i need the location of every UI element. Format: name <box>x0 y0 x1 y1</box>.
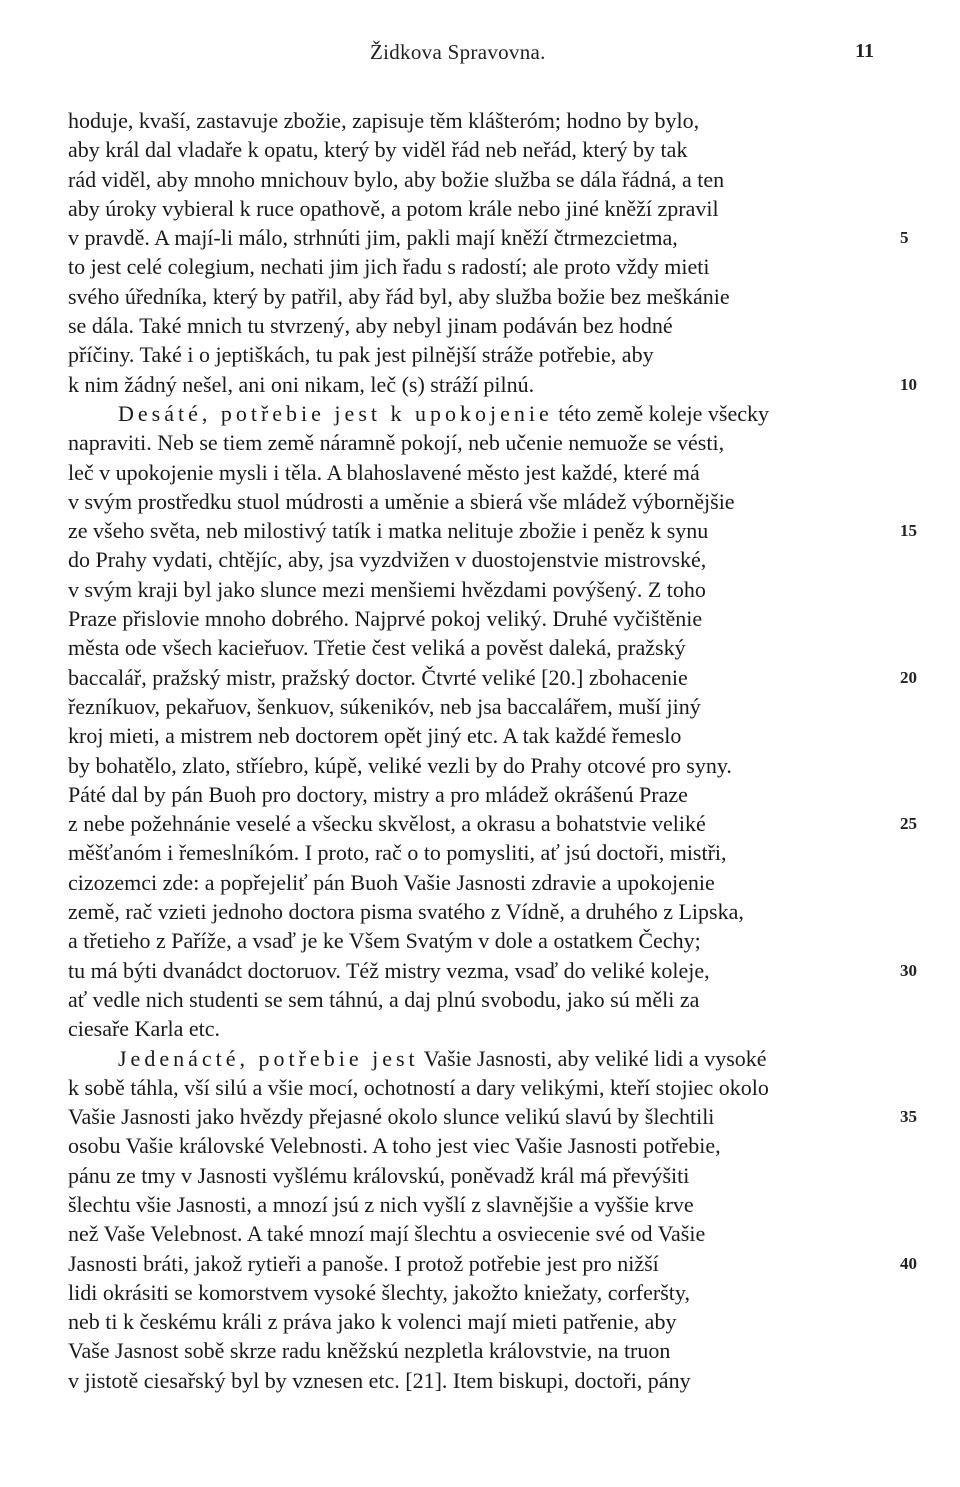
text-line <box>0 956 960 985</box>
line-body-text: Jasnosti bráti, jakož rytieři a panoše. I protož potřebie jest pro nižší <box>68 1250 659 1276</box>
line-text <box>68 1131 721 1160</box>
line-body-text: řezníkuov, pekařuov, šenkuov, súkenikóv, neb jsa baccalářem, muší jiný <box>68 693 701 719</box>
line-body-text: hoduje, kvaší, zastavuje zbožie, zapisuje těm klášteróm; hodno by bylo, <box>68 108 700 133</box>
text-line <box>0 633 960 662</box>
line-text <box>68 1073 769 1102</box>
text-line <box>0 692 960 721</box>
line-text <box>68 252 709 281</box>
line-body-text: by bohatělo, zlato, stříebro, kúpě, veliké vezli by do Prahy otcové pro syny. <box>68 752 732 778</box>
line-text <box>68 868 715 897</box>
spaced-heading-text: Desáté, potřebie jest k upokojenie <box>118 400 553 426</box>
body-text <box>0 106 960 1395</box>
text-line <box>0 370 960 399</box>
line-body-text: napraviti. Neb se tiem země náramně pokojí, neb učenie nemuože se vésti, <box>68 430 725 456</box>
line-body-text: a třetieho z Paříže, a vsaď je ke Všem Svatým v dole a ostatkem Čechy; <box>68 928 701 954</box>
line-body-text: než Vaše Velebnost. A také mnozí mají šlechtu a osviecenie své od Vašie <box>68 1221 706 1247</box>
text-line <box>0 106 960 135</box>
line-text <box>68 545 706 574</box>
text-line <box>0 223 960 252</box>
line-text <box>68 985 699 1014</box>
line-body-text: Vašie Jasnosti, aby veliké lidi a vysoké <box>418 1045 767 1071</box>
line-text <box>68 1366 691 1395</box>
line-text <box>68 1249 659 1278</box>
text-line <box>0 604 960 633</box>
text-line <box>0 1073 960 1102</box>
line-number: 30 <box>900 960 917 980</box>
line-number: 25 <box>900 814 917 834</box>
line-number: 15 <box>900 521 917 541</box>
line-text <box>68 165 724 194</box>
text-line <box>0 897 960 926</box>
text-line <box>0 751 960 780</box>
line-number: 5 <box>900 228 909 248</box>
line-body-text: měšťanóm i řemeslníkóm. I proto, rač o to pomysliti, ať jsú doctoři, mistři, <box>68 840 727 866</box>
line-body-text: v svým kraji byl jako slunce mezi menšiemi hvězdami povýšený. Z toho <box>68 576 706 602</box>
text-line <box>0 575 960 604</box>
text-line <box>0 1102 960 1131</box>
line-body-text: Páté dal by pán Buoh pro doctory, mistry a pro mládež okrášenú Praze <box>68 781 688 807</box>
text-line <box>0 1161 960 1190</box>
line-text <box>68 223 678 252</box>
line-text <box>68 1336 670 1365</box>
line-text <box>68 780 688 809</box>
line-body-text: aby úroky vybieral k ruce opathově, a potom krále nebo jiné kněží zpravil <box>68 195 719 221</box>
text-line <box>0 1044 960 1073</box>
line-body-text: osobu Vašie královské Velebnosti. A toho jest viec Vašie Jasnosti potřebie, <box>68 1133 721 1159</box>
text-line <box>0 838 960 867</box>
line-body-text: v jistotě ciesařský byl by vznesen etc. [21]. Item biskupi, doctoři, pány <box>68 1367 691 1393</box>
line-body-text: ciesaře Karla etc. <box>68 1016 221 1042</box>
line-body-text: rád viděl, aby mnoho mnichouv bylo, aby božie služba se dála řádná, a ten <box>68 166 725 192</box>
line-body-text: baccalář, pražský mistr, pražský doctor. Čtvrté veliké [20.] zbohacenie <box>68 664 688 690</box>
line-text <box>68 282 730 311</box>
line-text <box>68 838 727 867</box>
line-text <box>68 721 681 750</box>
line-text <box>68 956 710 985</box>
text-line <box>0 985 960 1014</box>
text-line <box>0 399 960 428</box>
line-text <box>68 809 706 838</box>
line-text <box>118 1044 767 1073</box>
line-body-text: se dála. Také mnich tu stvrzený, aby nebyl jinam podáván bez hodné <box>68 313 673 339</box>
text-line <box>0 545 960 574</box>
line-text <box>68 1102 714 1131</box>
text-line <box>0 1249 960 1278</box>
text-line <box>0 135 960 164</box>
line-body-text: k sobě táhla, vší silú a všie mocí, ochotností a dary velikými, kteří stojiec okolo <box>68 1074 769 1100</box>
text-line <box>0 1014 960 1043</box>
line-body-text: kroj mieti, a mistrem neb doctorem opět jiný etc. A tak každé řemeslo <box>68 723 682 749</box>
line-body-text: této země koleje všecky <box>552 400 769 426</box>
line-body-text: v pravdě. A mají-li málo, strhnúti jim, pakli mají kněží čtrmezcietma, <box>68 225 678 251</box>
line-body-text: příčiny. Také i o jeptiškách, tu pak jest pilnější stráže potřebie, aby <box>68 342 654 368</box>
line-body-text: ze všeho světa, neb milostivý tatík i matka nelituje zbožie i peněz k synu <box>68 518 709 544</box>
line-text <box>68 106 699 135</box>
line-body-text: země, rač vzieti jednoho doctora pisma svatého z Vídně, a druhého z Lipska, <box>68 899 744 925</box>
text-line <box>0 165 960 194</box>
text-line <box>0 809 960 838</box>
line-text <box>68 1014 220 1043</box>
line-body-text: Vaše Jasnost sobě skrze radu kněžskú nezpletla královstvie, na truon <box>68 1338 671 1364</box>
text-line <box>0 458 960 487</box>
line-body-text: to jest celé colegium, nechati jim jich řadu s radostí; ale proto vždy mieti <box>68 254 710 280</box>
text-line <box>0 1278 960 1307</box>
text-line <box>0 487 960 516</box>
line-body-text: z nebe požehnánie veselé a všecku skvělost, a okrasu a bohatstvie veliké <box>68 811 706 837</box>
line-text <box>68 692 701 721</box>
line-text <box>68 1219 705 1248</box>
line-text <box>118 399 769 428</box>
line-text <box>68 194 719 223</box>
line-text <box>68 135 687 164</box>
text-line <box>0 868 960 897</box>
line-text <box>68 1190 694 1219</box>
text-line <box>0 428 960 457</box>
line-body-text: tu má býti dvanádct doctoruov. Též mistry vezma, vsaď do veliké koleje, <box>68 957 710 983</box>
text-line <box>0 516 960 545</box>
text-line <box>0 663 960 692</box>
line-text <box>68 751 732 780</box>
line-text <box>68 575 706 604</box>
line-text <box>68 1278 690 1307</box>
running-title: Židkova Spravovna. <box>370 40 546 64</box>
line-body-text: k nim žádný nešel, ani oni nikam, leč (s) stráží pilnú. <box>68 371 535 397</box>
text-line <box>0 340 960 369</box>
line-number: 40 <box>900 1253 917 1273</box>
page-header <box>0 40 960 76</box>
text-line <box>0 311 960 340</box>
line-body-text: šlechtu všie Jasnosti, a mnozí jsú z nich vyšlí z slavnějšie a vyššie krve <box>68 1191 694 1217</box>
line-text <box>68 663 688 692</box>
line-body-text: lidi okrásiti se komorstvem vysoké šlechty, jakožto kniežaty, corferšty, <box>68 1279 690 1305</box>
line-text <box>68 633 686 662</box>
line-text <box>68 1161 689 1190</box>
line-body-text: leč v upokojenie mysli i těla. A blahoslavené město jest každé, které má <box>68 459 700 485</box>
page-number: 11 <box>855 40 874 62</box>
line-text <box>68 340 654 369</box>
text-line <box>0 1131 960 1160</box>
text-line <box>0 1307 960 1336</box>
line-number: 20 <box>900 667 917 687</box>
line-body-text: Vašie Jasnosti jako hvězdy přejasné okolo slunce velikú slavú by šlechtili <box>68 1104 715 1130</box>
text-line <box>0 252 960 281</box>
text-line <box>0 282 960 311</box>
text-line <box>0 926 960 955</box>
line-text <box>68 370 534 399</box>
line-text <box>68 516 708 545</box>
line-body-text: pánu ze tmy v Jasnosti vyšlému královskú, poněvadž král má převýšiti <box>68 1162 690 1188</box>
text-line <box>0 1336 960 1365</box>
spaced-heading-text: Jedenácté, potřebie jest <box>118 1045 419 1071</box>
text-line <box>0 780 960 809</box>
line-text <box>68 926 701 955</box>
line-text <box>68 1307 676 1336</box>
line-body-text: města ode všech kacieřuov. Třetie čest veliká a pověst daleká, pražský <box>68 635 686 661</box>
line-text <box>68 897 744 926</box>
line-body-text: cizozemci zde: a popřejeliť pán Buoh Vašie Jasnosti zdravie a upokojenie <box>68 869 715 895</box>
line-body-text: do Prahy vydati, chtějíc, aby, jsa vyzdvižen v duostojenstvie mistrovské, <box>68 547 707 573</box>
line-text <box>68 311 673 340</box>
line-text <box>68 487 735 516</box>
line-text <box>68 458 700 487</box>
text-line <box>0 721 960 750</box>
text-line <box>0 194 960 223</box>
line-body-text: neb ti k českému králi z práva jako k volenci mají mieti patřenie, aby <box>68 1309 677 1335</box>
line-body-text: aby král dal vladaře k opatu, který by viděl řád neb neřád, který by tak <box>68 137 688 163</box>
line-body-text: Praze přislovie mnoho dobrého. Najprvé pokoj veliký. Druhé vyčištěnie <box>68 606 703 632</box>
line-number: 35 <box>900 1107 917 1127</box>
line-text <box>68 604 702 633</box>
line-body-text: svého úředníka, který by patřil, aby řád byl, aby služba božie bez meškánie <box>68 283 730 309</box>
line-text <box>68 428 724 457</box>
line-body-text: v svým prostředku stuol múdrosti a uměnie a sbierá vše mládež výbornějšie <box>68 488 735 514</box>
line-body-text: ať vedle nich studenti se sem táhnú, a daj plnú svobodu, jako sú měli za <box>68 986 700 1012</box>
line-number: 10 <box>900 374 917 394</box>
text-line <box>0 1366 960 1395</box>
text-line <box>0 1190 960 1219</box>
text-line <box>0 1219 960 1248</box>
